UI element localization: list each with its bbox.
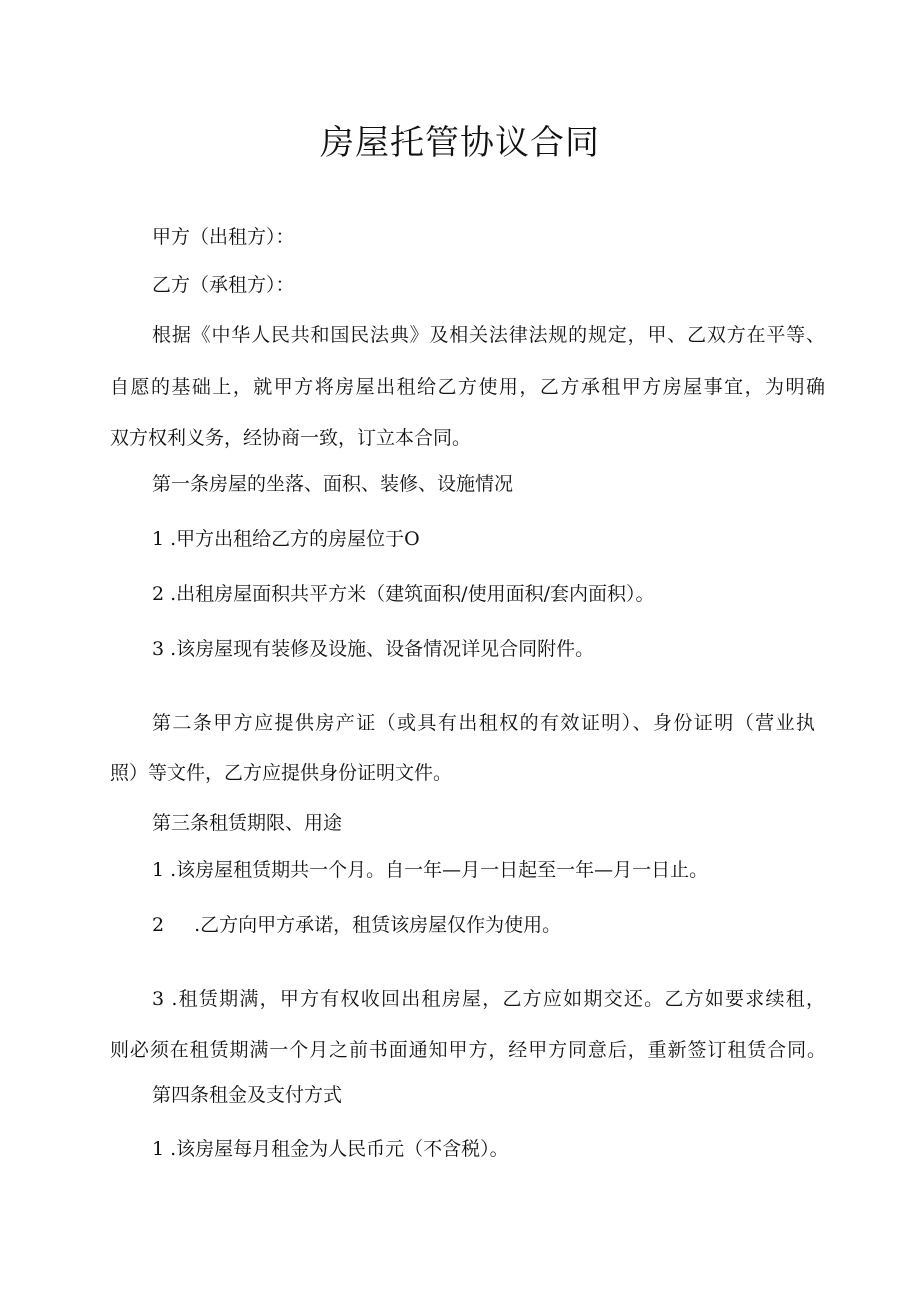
article-1-item-1: 1 .甲方出租给乙方的房屋位于O [152,528,420,550]
article-3-item-2-text: .乙方向甲方承诺，租赁该房屋仅作为使用。 [194,914,562,936]
article-1-heading: 第一条房屋的坐落、面积、装修、设施情况 [152,473,514,495]
article-3-item-1: 1 .该房屋租赁期共一个月。自一年—月一日起至一年—月一日止。 [152,859,709,881]
article-2-line-2: 照）等文件，乙方应提供身份证明文件。 [110,762,453,784]
party-a-line: 甲方（出租方）： [152,226,295,248]
article-1-item-3: 3 .该房屋现有装修及设施、设备情况详见合同附件。 [152,638,595,660]
article-3-heading: 第三条租赁期限、用途 [152,812,343,834]
article-3-item-2-number: 2 [152,914,165,936]
article-2-line-1: 第二条甲方应提供房产证（或具有出租权的有效证明）、身份证明（营业执 [152,712,815,734]
preamble-line-3: 双方权利义务，经协商一致，订立本合同。 [110,427,472,449]
document-title: 房屋托管协议合同 [320,123,600,163]
preamble-line-1: 根据《中华人民共和国民法典》及相关法律法规的规定，甲、乙双方在平等、 [152,324,825,346]
article-3-item-2 [152,912,832,938]
party-b-line: 乙方（承租方）： [152,274,295,296]
article-1-item-2: 2 .出租房屋面积共平方米（建筑面积/使用面积/套内面积）。 [152,583,655,605]
article-3-item-3-line-1: 3 .租赁期满，甲方有权收回出租房屋，乙方应如期交还。乙方如要求续租， [152,988,825,1010]
article-4-heading: 第四条租金及支付方式 [152,1084,343,1106]
article-3-item-3-line-2: 则必须在租赁期满一个月之前书面通知甲方，经甲方同意后，重新签订租赁合同。 [110,1039,826,1061]
preamble-line-2: 自愿的基础上，就甲方将房屋出租给乙方使用，乙方承租甲方房屋事宜，为明确 [110,376,825,398]
article-4-item-1: 1 .该房屋每月租金为人民币元（不含税）。 [152,1138,509,1160]
